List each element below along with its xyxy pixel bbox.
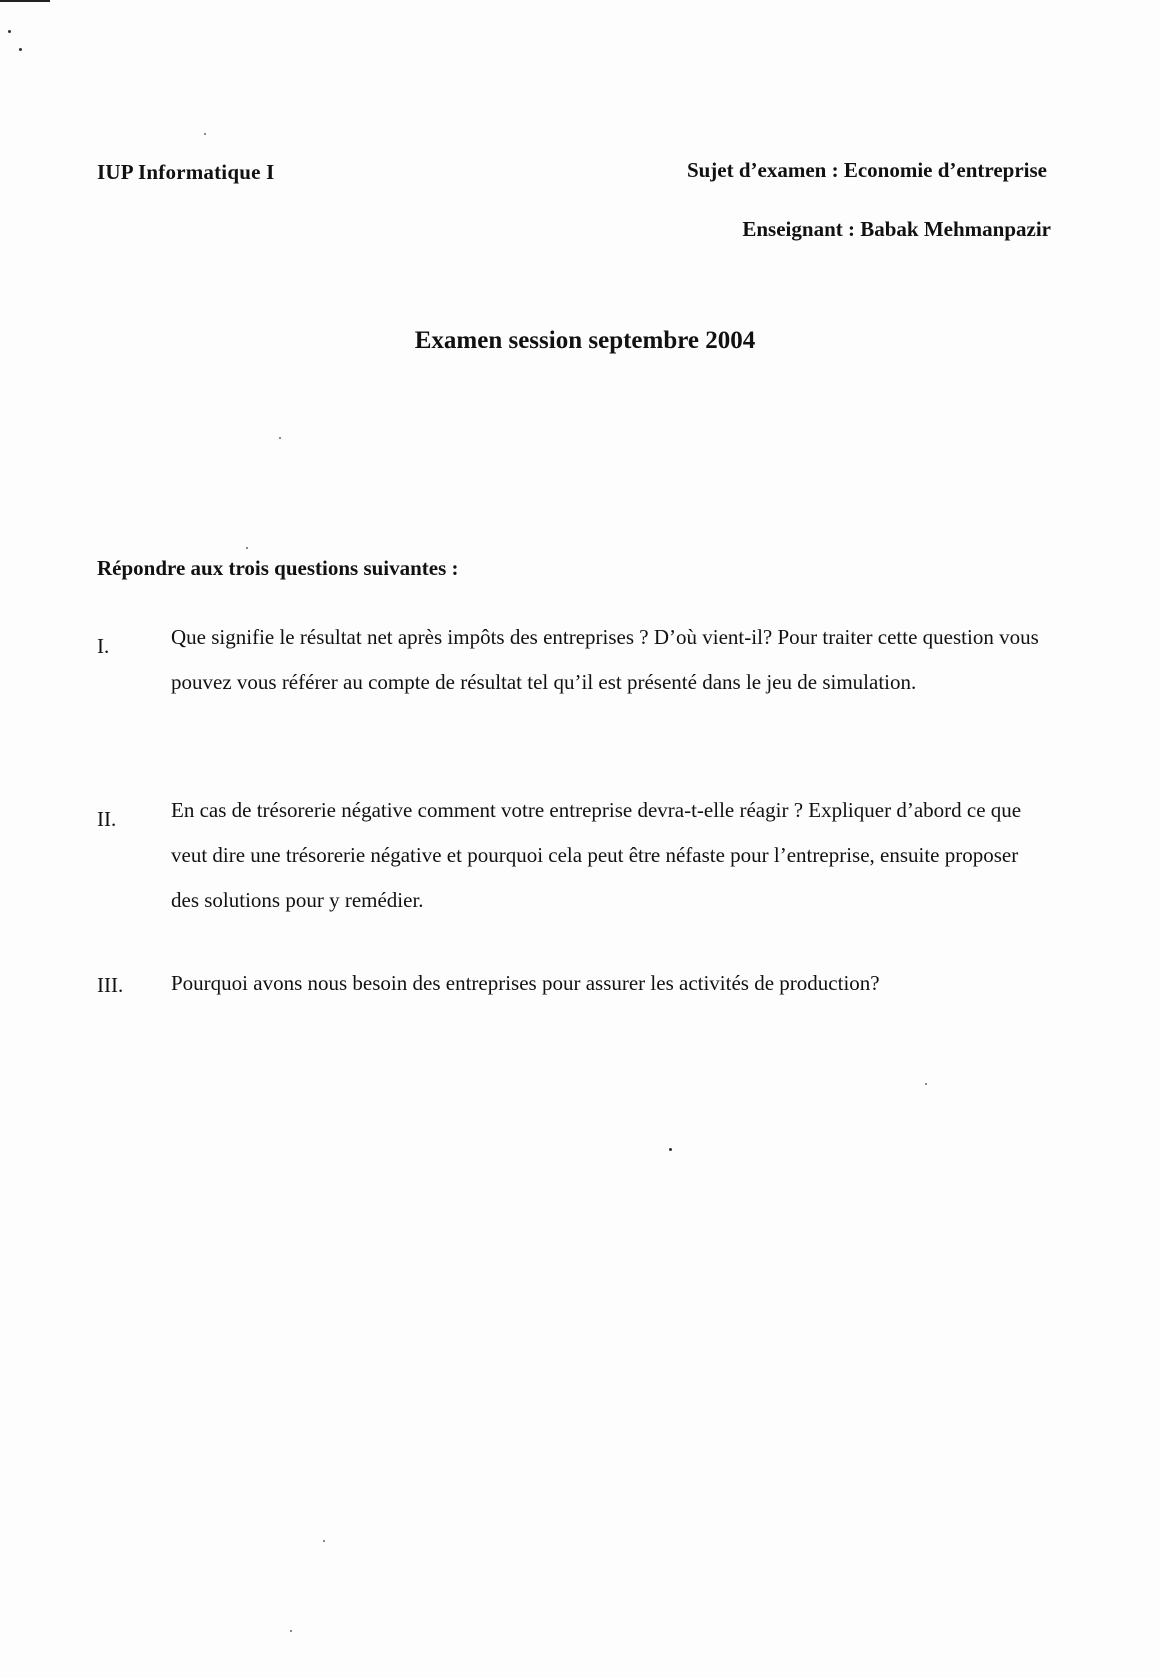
question-number: III.	[97, 973, 124, 997]
scan-speck	[669, 1148, 672, 1151]
scan-speck	[290, 1630, 292, 1632]
scan-speck	[279, 437, 281, 439]
scan-artifact-line	[0, 0, 50, 2]
program-name: IUP Informatique I	[97, 160, 275, 184]
scan-speck	[8, 30, 11, 33]
scan-speck	[204, 133, 206, 135]
scan-speck	[19, 48, 22, 51]
question-number: I.	[97, 634, 110, 658]
question-text: Pourquoi avons nous besoin des entreprises pour assurer les activités de production?	[171, 971, 880, 995]
exam-title: Examen session septembre 2004	[414, 327, 756, 354]
scan-speck	[323, 1540, 325, 1542]
teacher-name: Enseignant : Babak Mehmanpazir	[742, 217, 1051, 241]
question-number: II.	[97, 807, 117, 831]
question-text: Que signifie le résultat net après impôts des entreprises ? D’où vient-il? Pour traiter cette question vous pouvez vous référer au compte de résultat tel qu’il est présenté dans le jeu de simulation.	[171, 625, 1039, 694]
question-text: En cas de trésorerie négative comment votre entreprise devra-t-elle réagir ? Expliquer d’abord ce que veut dire une trésorerie négative et pourquoi cela peut être néfaste pour l’entreprise, ensuite proposer des solutions pour y remédier.	[171, 798, 1022, 912]
exam-subject: Sujet d’examen : Economie d’entreprise	[686, 158, 1047, 182]
scan-speck	[246, 547, 248, 549]
instruction-heading: Répondre aux trois questions suivantes :	[97, 556, 459, 580]
scan-speck	[925, 1083, 927, 1085]
